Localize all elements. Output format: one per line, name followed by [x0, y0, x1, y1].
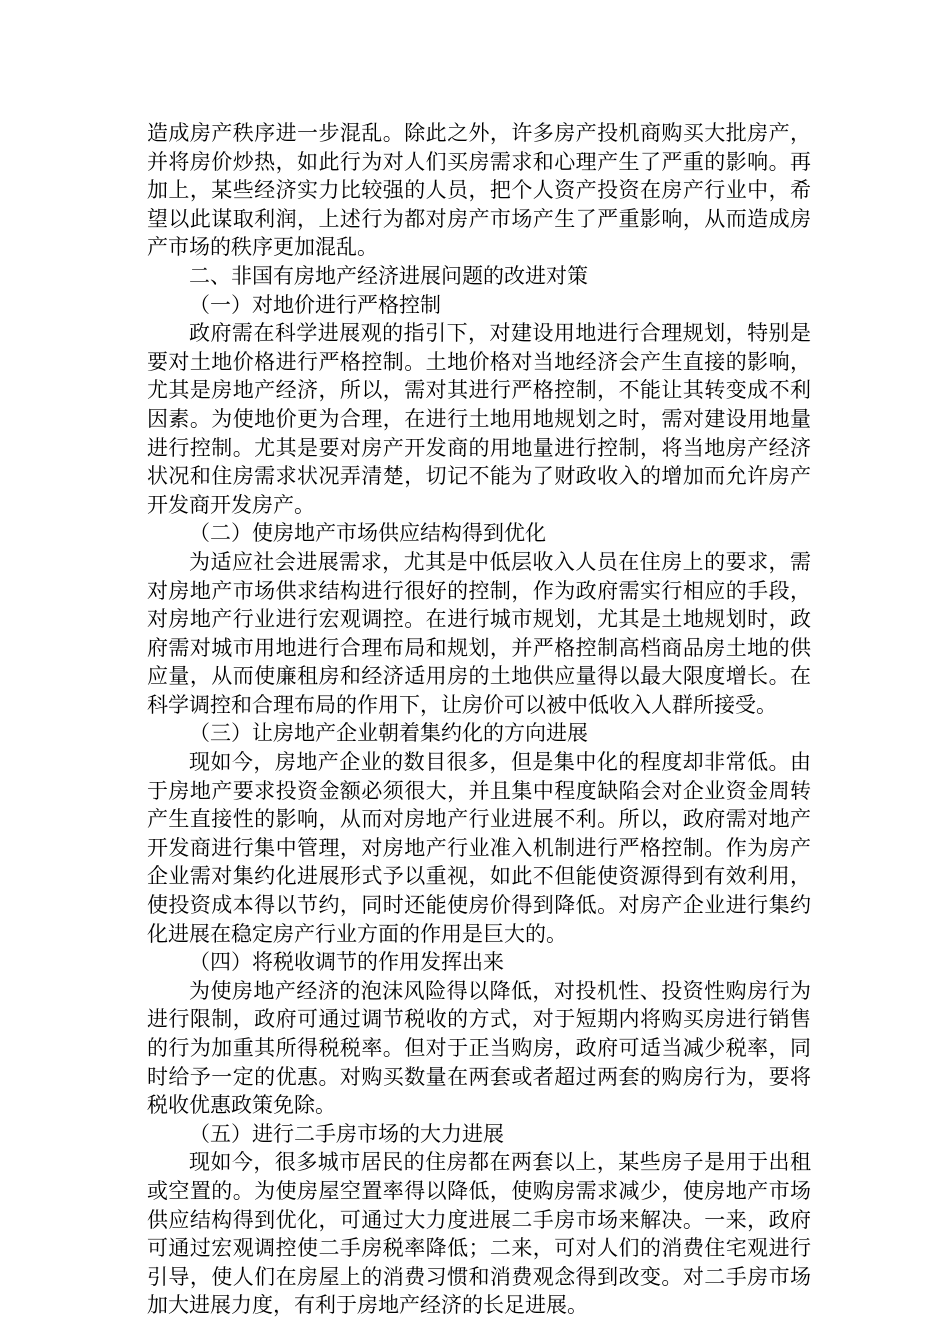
paragraph-second-hand-market: 现如今，很多城市居民的住房都在两套以上，某些房子是用于出租或空置的。为使房屋空置率得以降低，使购房需求减少，使房地产市场供应结构得到优化，可通过大力度进展二手房市场来解决。一来，政府可通过宏观调控使二手房税率降低；二来，可对人们的消费住宅观进行引导，使人们在房屋上的消费习惯和消费观念得到改变。对二手房市场加大进展力度，有利于房地产经济的长足进展。	[147, 1150, 811, 1318]
subheading-intensive-development: （三）让房地产企业朝着集约化的方向进展	[189, 721, 588, 746]
subheading-supply-structure: （二）使房地产市场供应结构得到优化	[189, 521, 546, 546]
subheading-tax-regulation: （四）将税收调节的作用发挥出来	[189, 950, 504, 975]
paragraph-intensive-development: 现如今，房地产企业的数目很多，但是集中化的程度却非常低。由于房地产要求投资金额必须很大，并且集中程度缺陷会对企业资金周转产生直接性的影响，从而对房地产行业进展不利。所以，政府需对地产开发商进行集中管理，对房地产行业准入机制进行严格控制。作为房产企业需对集约化进展形式予以重视，如此不但能使资源得到有效利用，使投资成本得以节约，同时还能使房价得到降低。对房产企业进行集约化进展在稳定房产行业方面的作用是巨大的。	[147, 750, 811, 946]
paragraph-continued: 造成房产秩序进一步混乱。除此之外，许多房产投机商购买大批房产，并将房价炒热，如此行为对人们买房需求和心理产生了严重的影响。再加上，某些经济实力比较强的人员，把个人资产投资在房产行业中，希望以此谋取利润，上述行为都对房产市场产生了严重影响，从而造成房产市场的秩序更加混乱。	[147, 121, 811, 260]
document-page	[147, 119, 811, 1320]
subheading-land-price-control: （一）对地价进行严格控制	[189, 292, 441, 317]
section-heading-improvement-measures: 二、非国有房地产经济进展问题的改进对策	[189, 263, 588, 288]
paragraph-tax-regulation: 为使房地产经济的泡沫风险得以降低，对投机性、投资性购房行为进行限制，政府可通过调节税收的方式，对于短期内将购买房进行销售的行为加重其所得税税率。但对于正当购房，政府可适当减少税率，同时给予一定的优惠。对购买数量在两套或者超过两套的购房行为，要将税收优惠政策免除。	[147, 978, 811, 1118]
subheading-second-hand-market: （五）进行二手房市场的大力进展	[189, 1121, 504, 1146]
paragraph-supply-structure: 为适应社会进展需求，尤其是中低层收入人员在住房上的要求，需对房地产市场供求结构进行很好的控制，作为政府需实行相应的手段，对房地产行业进行宏观调控。在进行城市规划，尤其是土地规划时，政府需对城市用地进行合理布局和规划，并严格控制高档商品房土地的供应量，从而使廉租房和经济适用房的土地供应量得以最大限度增长。在科学调控和合理布局的作用下，让房价可以被中低收入人群所接受。	[147, 549, 811, 717]
paragraph-land-price-control: 政府需在科学进展观的指引下，对建设用地进行合理规划，特别是要对土地价格进行严格控制。土地价格对当地经济会产生直接的影响，尤其是房地产经济，所以，需对其进行严格控制，不能让其转变成不利因素。为使地价更为合理，在进行土地用地规划之时，需对建设用地量进行控制。尤其是要对房产开发商的用地量进行控制，将当地房产经济状况和住房需求状况弄清楚，切记不能为了财政收入的增加而允许房产开发商开发房产。	[147, 321, 811, 517]
